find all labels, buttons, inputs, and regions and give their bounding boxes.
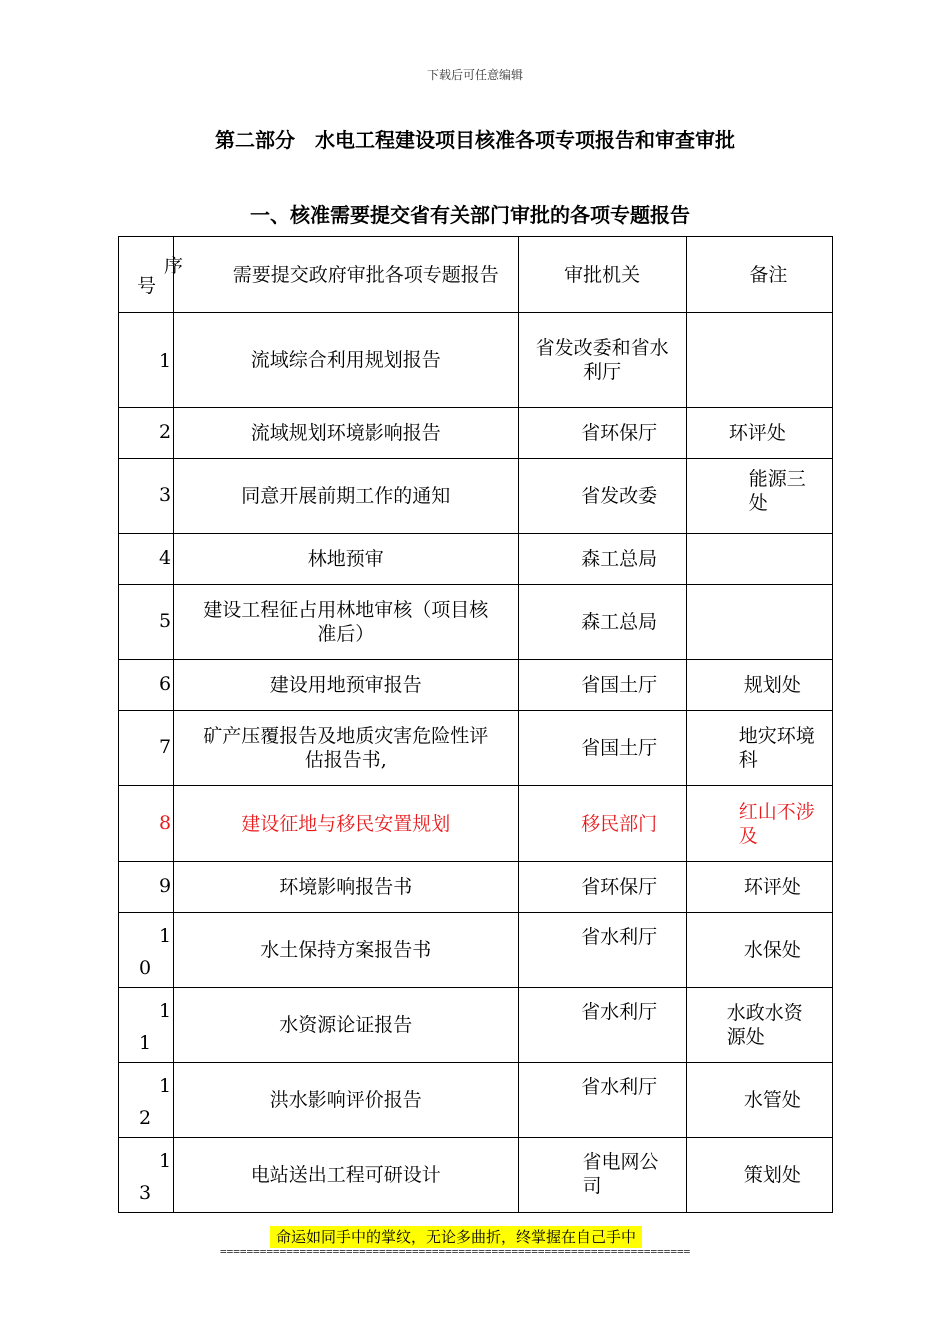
row-number: 2	[158, 421, 172, 443]
row-number-suffix: 2	[139, 1107, 152, 1129]
footer-divider: =======================================================================	[220, 1245, 691, 1258]
approval-dept: 省环保厅	[581, 422, 658, 444]
row-number: 8	[158, 812, 172, 834]
approval-dept: 省发改委	[581, 485, 658, 507]
header-note: 备注	[686, 237, 832, 313]
report-name: 林地预审	[307, 548, 384, 570]
row-number: 1	[158, 1000, 172, 1022]
remark: 红山不涉及	[738, 800, 815, 847]
row-number-suffix: 1	[139, 1032, 152, 1054]
report-name: 建设用地预审报告	[269, 674, 422, 696]
remark: 规划处	[743, 674, 801, 696]
approval-dept: 省水利厅	[581, 1076, 658, 1098]
remark: 水管处	[743, 1089, 801, 1111]
table-row	[119, 1063, 833, 1138]
table-row	[119, 1138, 833, 1213]
report-name: 水土保持方案报告书	[260, 939, 432, 961]
row-number: 5	[158, 610, 172, 632]
table-row	[119, 459, 833, 534]
report-name: 流域规划环境影响报告	[250, 422, 441, 444]
header-no-line2: 号	[137, 275, 157, 297]
part-title: 第二部分 水电工程建设项目核准各项专项报告和审查审批	[215, 128, 735, 152]
approval-dept: 省水利厅	[581, 926, 658, 948]
row-number: 6	[158, 673, 172, 695]
footer-motto: 命运如同手中的掌纹，无论多曲折，终掌握在自己手中	[270, 1226, 642, 1248]
table-row	[119, 786, 833, 862]
row-number: 9	[158, 875, 172, 897]
table-row	[119, 711, 833, 786]
row-number: 1	[158, 1150, 172, 1172]
report-name: 电站送出工程可研设计	[250, 1164, 441, 1186]
approval-dept: 省国土厅	[581, 674, 658, 696]
remark: 水政水资源处	[726, 1002, 803, 1048]
table-header-row	[119, 237, 833, 313]
report-name: 建设征地与移民安置规划	[241, 812, 451, 835]
remark: 策划处	[743, 1164, 801, 1186]
table-row	[119, 585, 833, 660]
table-row	[119, 660, 833, 711]
approval-dept: 省环保厅	[581, 876, 658, 898]
table-row	[119, 313, 833, 408]
report-name: 建设工程征占用林地审核（项目核准后）	[203, 599, 489, 645]
row-number: 4	[158, 547, 172, 569]
header-no-line1: 序	[164, 255, 184, 277]
header-note: 下载后可任意编辑	[426, 68, 523, 82]
row-number: 1	[158, 925, 172, 947]
approval-dept: 森工总局	[581, 548, 658, 570]
section-title: 一、核准需要提交省有关部门审批的各项专题报告	[250, 203, 690, 227]
approval-dept: 省发改委和省水利厅	[535, 337, 669, 383]
header-dept: 审批机关	[518, 237, 686, 313]
remark: 环评处	[728, 422, 786, 444]
remark: 地灾环境科	[738, 725, 815, 771]
remark: 环评处	[743, 876, 801, 898]
approval-dept: 省电网公司	[582, 1151, 659, 1197]
table-row	[119, 862, 833, 913]
table-row	[119, 408, 833, 459]
row-number-suffix: 0	[139, 957, 152, 979]
approval-dept: 森工总局	[581, 611, 658, 633]
row-number: 3	[158, 484, 172, 506]
header-name: 需要提交政府审批各项专题报告	[174, 237, 518, 313]
table-row	[119, 534, 833, 585]
table-row	[119, 913, 833, 988]
report-name: 矿产压覆报告及地质灾害危险性评估报告书,	[203, 725, 489, 771]
header-no	[119, 237, 184, 313]
row-number: 1	[158, 1075, 172, 1097]
report-name: 流域综合利用规划报告	[250, 349, 441, 371]
table-row	[119, 988, 833, 1063]
approval-dept: 省水利厅	[581, 1001, 658, 1023]
row-number-suffix: 3	[139, 1182, 152, 1204]
remark: 水保处	[743, 939, 801, 961]
report-name: 同意开展前期工作的通知	[241, 485, 451, 507]
report-name: 水资源论证报告	[279, 1014, 413, 1036]
approval-dept: 移民部门	[581, 812, 658, 835]
row-number: 1	[158, 350, 172, 372]
approval-dept: 省国土厅	[581, 737, 658, 759]
report-name: 洪水影响评价报告	[269, 1089, 422, 1111]
report-name: 环境影响报告书	[279, 876, 413, 898]
report-table	[118, 236, 833, 1213]
row-number: 7	[158, 736, 172, 758]
remark: 能源三处	[748, 468, 806, 514]
